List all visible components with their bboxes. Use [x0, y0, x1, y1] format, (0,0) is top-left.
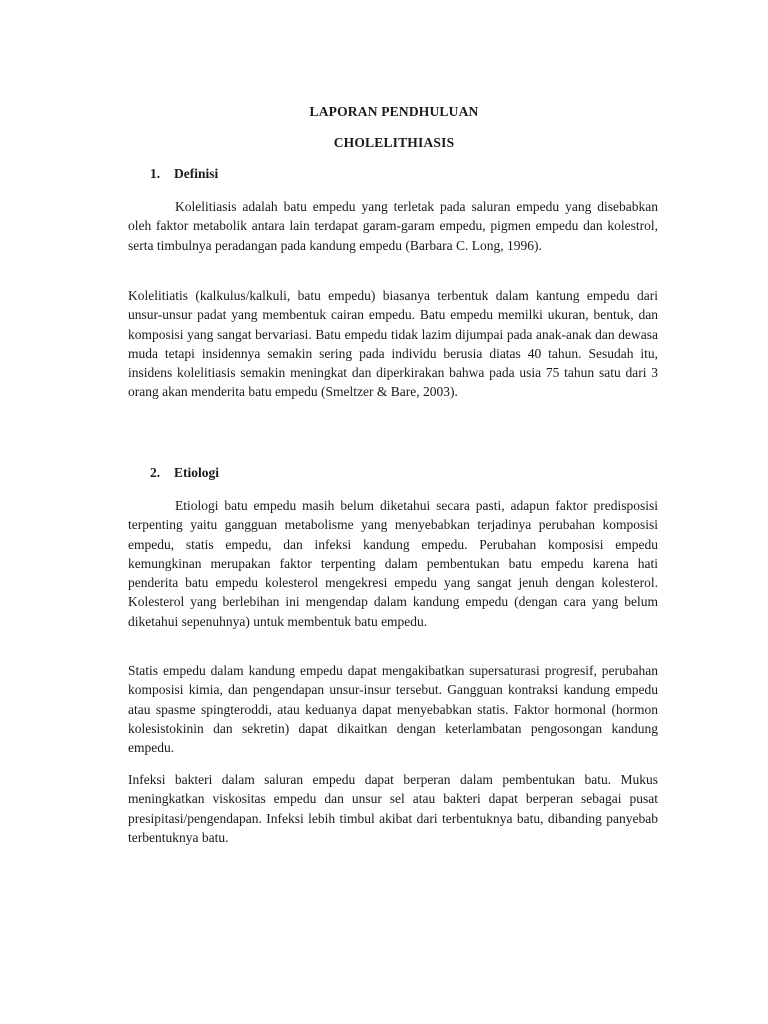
paragraph: Etiologi batu empedu masih belum diketahui secara pasti, adapun faktor predisposisi terpenting yaitu gangguan metabolisme yang menyebabkan terjadinya perubahan komposisi empedu, statis empedu, dan infeksi kandung empedu. Perubahan komposisi empedu kemungkinan merupakan faktor terpenting dalam pembentukan batu empedu karena hati penderita batu empedu kolesterol mengekresi empedu yang sangat jenuh dengan kolesterol. Kolesterol yang berlebihan ini mengendap dalam kandung empedu (dengan cara yang belum diketahui sepenuhnya) untuk membentuk batu empedu.	[128, 498, 658, 629]
section-number: 1.	[150, 166, 161, 181]
section-title: Definisi	[174, 166, 219, 181]
section-title: Etiologi	[174, 465, 220, 480]
document-title: LAPORAN PENDHULUAN	[309, 104, 479, 119]
section-number: 2.	[150, 465, 161, 480]
document-subtitle: CHOLELITHIASIS	[333, 135, 455, 150]
section-heading-etiologi	[150, 465, 219, 481]
paragraph: Kolelitiatis (kalkulus/kalkuli, batu empedu) biasanya terbentuk dalam kantung empedu dari unsur-unsur padat yang membentuk cairan empedu. Batu empedu memilki ukuran, bentuk, dan komposisi yang sangat bervariasi. Batu empedu tidak lazim dijumpai pada anak-anak dan dewasa muda tetapi insidennya semakin sering pada individu berusia diatas 40 tahun. Sesudah itu, insidens kolelitiasis semakin meningkat dan diperkirakan bahwa pada usia 75 tahun satu dari 3 orang akan menderita batu empedu (Smeltzer & Bare, 2003).	[128, 288, 658, 400]
paragraph: Infeksi bakteri dalam saluran empedu dapat berperan dalam pembentukan batu. Mukus meningkatkan viskositas empedu dan unsur sel atau bakteri dapat berperan sebagai pusat presipitasi/pengendapan. Infeksi lebih timbul akibat dari terbentuknya batu, dibanding panyebab terbentuknya batu.	[128, 772, 658, 845]
section-heading-definisi	[150, 166, 218, 182]
paragraph: Statis empedu dalam kandung empedu dapat mengakibatkan supersaturasi progresif, perubahan komposisi kimia, dan pengendapan unsur-insur tersebut. Gangguan kontraksi kandung empedu atau spasme spingteroddi, atau keduanya dapat menyebabkan statis. Faktor hormonal (hormon kolesistokinin dan sekretin) dapat dikaitkan dengan keterlambatan pengosongan kandung empedu.	[128, 663, 658, 756]
paragraph: Kolelitiasis adalah batu empedu yang terletak pada saluran empedu yang disebabkan oleh faktor metabolik antara lain terdapat garam-garam empedu, pigmen empedu dan kolestrol, serta timbulnya peradangan pada kandung empedu (Barbara C. Long, 1996).	[128, 199, 658, 253]
